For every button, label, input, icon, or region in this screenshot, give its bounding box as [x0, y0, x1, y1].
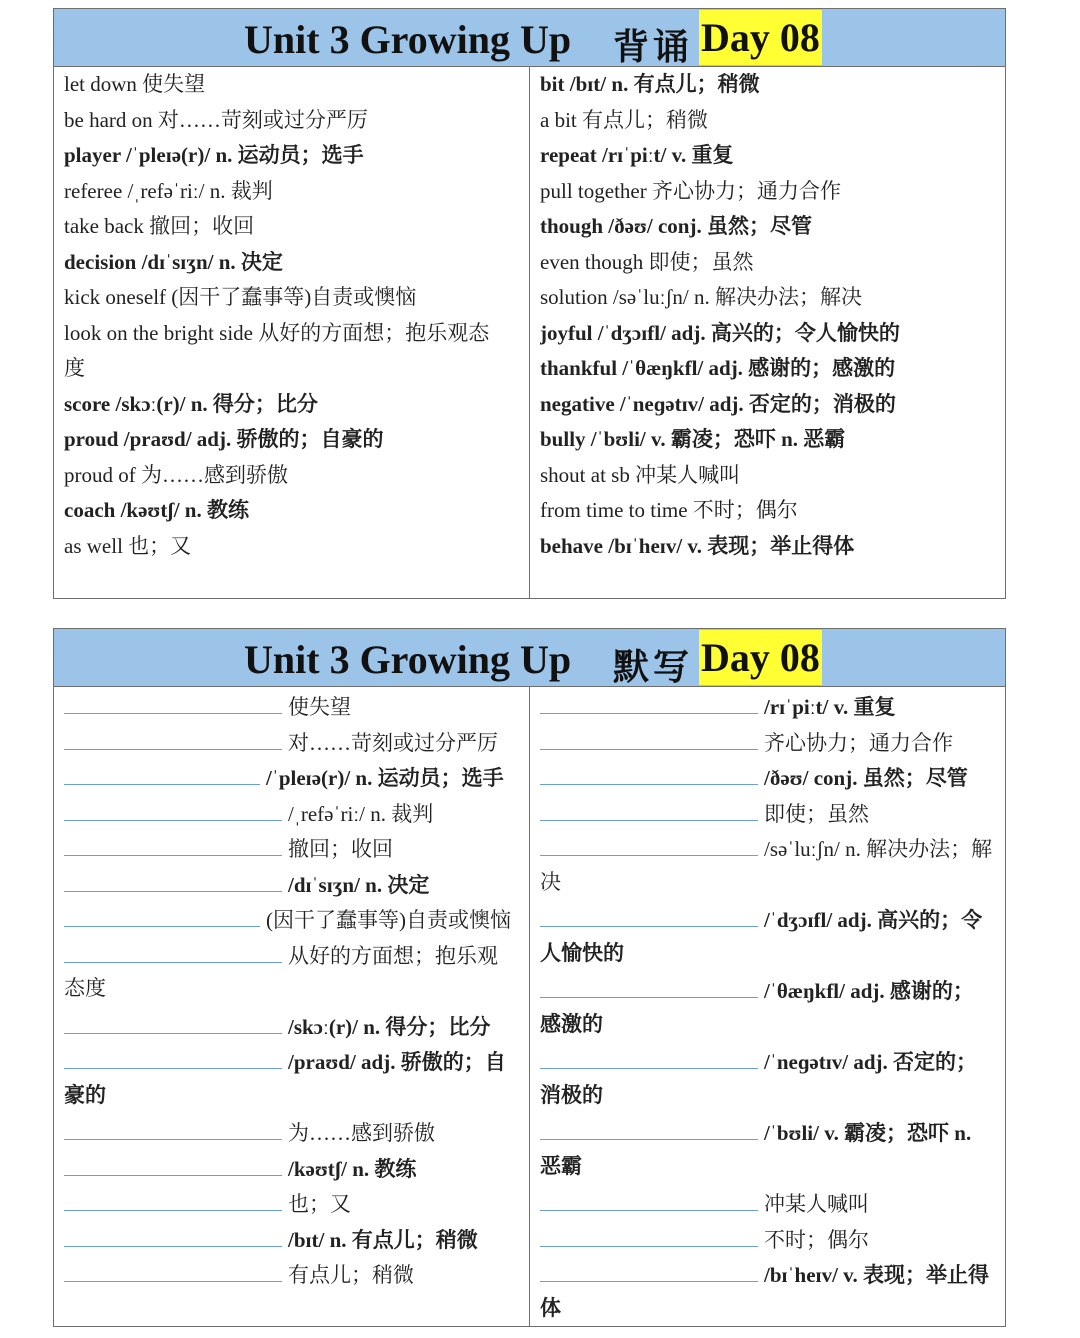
- answer-blank[interactable]: [64, 1255, 282, 1282]
- answer-blank[interactable]: [64, 687, 282, 714]
- dictation-row: [540, 1113, 1000, 1149]
- dictation-row: [540, 1042, 1000, 1078]
- dictation-prompt: 冲某人喊叫: [764, 1192, 869, 1216]
- dictation-prompt: 即使；虽然: [764, 801, 869, 826]
- vocab-entry: even though 即使；虽然: [540, 249, 754, 274]
- dictation-sheet: [53, 628, 1006, 1327]
- dictation-body: [54, 687, 1005, 1326]
- answer-blank[interactable]: [64, 1149, 282, 1176]
- dictation-row: [64, 723, 520, 759]
- recite-label: 背诵: [613, 26, 694, 68]
- dictation-prompt: /ˈpleɪə(r)/ n. 运动员；选手: [266, 766, 504, 790]
- dictation-row: [540, 971, 1000, 1007]
- vocab-entry: kick oneself (因干了蠢事等)自责或懊恼: [64, 285, 417, 309]
- answer-blank[interactable]: [540, 723, 758, 750]
- column-divider: [529, 687, 530, 1326]
- answer-blank[interactable]: [540, 971, 758, 998]
- vocab-entry: from time to time 不时；偶尔: [540, 498, 798, 522]
- answer-blank[interactable]: [540, 794, 758, 821]
- vocab-entry: proud of 为……感到骄傲: [64, 462, 288, 487]
- vocab-entry: player /ˈpleɪə(r)/ n. 运动员；选手: [64, 143, 364, 167]
- dictation-prompt: 有点儿；稍微: [288, 1263, 414, 1287]
- vocab-entry: shout at sb 冲某人喊叫: [540, 462, 741, 487]
- dictation-prompt-continued: 人愉快的: [540, 940, 624, 965]
- dictation-row: [64, 1184, 520, 1220]
- dictation-row: [64, 1149, 520, 1185]
- answer-blank[interactable]: [540, 1042, 758, 1069]
- dictation-title: Unit 3 Growing Up: [244, 637, 572, 682]
- vocab-entry: pull together 齐心协力；通力合作: [540, 178, 841, 203]
- vocab-entry: referee /ˌrefəˈriː/ n. 裁判: [64, 178, 273, 203]
- dictation-prompt-continued: 恶霸: [540, 1153, 582, 1178]
- answer-blank[interactable]: [64, 1007, 282, 1034]
- dictation-prompt: /skɔː(r)/ n. 得分；比分: [288, 1014, 491, 1039]
- vocab-entry: let down 使失望: [64, 72, 206, 96]
- vocab-entry: negative /ˈneɡətɪv/ adj. 否定的；消极的: [540, 391, 896, 416]
- answer-blank[interactable]: [540, 758, 758, 785]
- vocab-entry: proud /praʊd/ adj. 骄傲的；自豪的: [64, 427, 384, 451]
- recite-header: [54, 9, 1005, 67]
- vocab-entry: repeat /rɪˈpiːt/ v. 重复: [540, 143, 734, 167]
- dictation-prompt: /ðəʊ/ conj. 虽然；尽管: [764, 766, 968, 790]
- dictation-prompt-continued: 体: [540, 1295, 561, 1320]
- vocab-entry: bully /ˈbʊli/ v. 霸凌；恐吓 n. 恶霸: [540, 427, 846, 451]
- answer-blank[interactable]: [540, 829, 758, 856]
- recite-sheet: [53, 8, 1006, 599]
- answer-blank[interactable]: [540, 1184, 758, 1211]
- recite-title: Unit 3 Growing Up: [244, 17, 572, 62]
- answer-blank[interactable]: [64, 1220, 282, 1247]
- dictation-prompt: 从好的方面想；抱乐观: [288, 943, 498, 968]
- dictation-prompt: /səˈluːʃn/ n. 解决办法；解: [764, 837, 993, 861]
- dictation-row: [64, 1113, 520, 1149]
- vocab-entry: bit /bɪt/ n. 有点儿；稍微: [540, 72, 760, 96]
- vocab-entry: look on the bright side 从好的方面想；抱乐观态: [64, 320, 490, 345]
- dictation-prompt: /ˈdʒɔɪfl/ adj. 高兴的；令: [764, 908, 983, 932]
- vocab-entry: joyful /ˈdʒɔɪfl/ adj. 高兴的；令人愉快的: [540, 320, 900, 345]
- vocab-entry: decision /dɪˈsɪʒn/ n. 决定: [64, 249, 283, 274]
- dictation-prompt: /bɪˈheɪv/ v. 表现；举止得: [764, 1263, 990, 1287]
- dictation-row: [64, 829, 520, 865]
- recite-left-column: [64, 67, 520, 564]
- dictation-prompt: /kəʊtʃ/ n. 教练: [288, 1156, 417, 1181]
- dictation-row: [540, 1220, 1000, 1256]
- dictation-prompt-continued: 态度: [64, 976, 106, 1000]
- dictation-prompt: /ˈbʊli/ v. 霸凌；恐吓 n.: [764, 1121, 972, 1145]
- vocab-entry: a bit 有点儿；稍微: [540, 107, 708, 132]
- dictation-right-column: [540, 687, 1000, 1326]
- dictation-row: [540, 1255, 1000, 1291]
- answer-blank[interactable]: [540, 900, 758, 927]
- vocab-entry: as well 也；又: [64, 533, 192, 558]
- answer-blank[interactable]: [64, 900, 260, 927]
- dictation-left-column: [64, 687, 520, 1291]
- dictation-prompt: 对……苛刻或过分严厉: [288, 730, 498, 755]
- dictation-row: [64, 758, 520, 794]
- dictation-row: [64, 1220, 520, 1256]
- answer-blank[interactable]: [64, 1042, 282, 1069]
- dictation-prompt: /ˈneɡətɪv/ adj. 否定的；: [764, 1050, 978, 1074]
- dictation-prompt: 为……感到骄傲: [288, 1121, 435, 1145]
- answer-blank[interactable]: [64, 794, 282, 821]
- dictation-row: [64, 1042, 520, 1078]
- dictation-row: [64, 900, 520, 936]
- dictation-row: [540, 794, 1000, 830]
- dictation-row: [64, 794, 520, 830]
- dictation-row: [540, 900, 1000, 936]
- vocab-entry: solution /səˈluːʃn/ n. 解决办法；解决: [540, 285, 862, 309]
- answer-blank[interactable]: [64, 936, 282, 963]
- dictation-row: [540, 1184, 1000, 1220]
- dictation-row: [540, 758, 1000, 794]
- vocab-entry: though /ðəʊ/ conj. 虽然；尽管: [540, 214, 812, 238]
- vocab-entry-continued: 度: [64, 356, 85, 380]
- vocab-entry: score /skɔː(r)/ n. 得分；比分: [64, 391, 318, 416]
- dictation-prompt: /dɪˈsɪʒn/ n. 决定: [288, 872, 430, 897]
- answer-blank[interactable]: [540, 1220, 758, 1247]
- answer-blank[interactable]: [64, 1113, 282, 1140]
- dictation-row: [64, 1007, 520, 1043]
- dictation-row: [540, 829, 1000, 865]
- dictation-day-badge: Day 08: [699, 630, 822, 685]
- dictation-row: [64, 1255, 520, 1291]
- dictation-row: [540, 687, 1000, 723]
- column-divider: [529, 67, 530, 598]
- answer-blank[interactable]: [540, 1113, 758, 1140]
- dictation-prompt: 也；又: [288, 1192, 351, 1216]
- dictation-prompt: /ˈθæŋkfl/ adj. 感谢的；: [764, 979, 974, 1003]
- dictation-prompt: /praʊd/ adj. 骄傲的；自: [288, 1050, 506, 1074]
- dictation-header: [54, 629, 1005, 687]
- answer-blank[interactable]: [64, 758, 260, 785]
- dictation-row: [64, 936, 520, 972]
- dictation-row: [64, 865, 520, 901]
- vocab-entry: thankful /ˈθæŋkfl/ adj. 感谢的；感激的: [540, 356, 896, 380]
- vocab-entry: take back 撤回；收回: [64, 214, 255, 238]
- dictation-prompt: (因干了蠢事等)自责或懊恼: [266, 908, 511, 932]
- answer-blank[interactable]: [540, 1255, 758, 1282]
- dictation-prompt-continued: 决: [540, 869, 561, 894]
- dictation-label: 默写: [613, 646, 694, 688]
- dictation-prompt: 使失望: [288, 695, 351, 719]
- dictation-prompt-continued: 感激的: [540, 1011, 603, 1036]
- vocab-entry: coach /kəʊtʃ/ n. 教练: [64, 498, 249, 522]
- answer-blank[interactable]: [64, 723, 282, 750]
- dictation-row: [540, 723, 1000, 759]
- answer-blank[interactable]: [540, 687, 758, 714]
- vocab-entry: behave /bɪˈheɪv/ v. 表现；举止得体: [540, 533, 855, 558]
- recite-day-badge: Day 08: [699, 10, 822, 65]
- dictation-prompt: 齐心协力；通力合作: [764, 730, 953, 755]
- answer-blank[interactable]: [64, 829, 282, 856]
- answer-blank[interactable]: [64, 1184, 282, 1211]
- dictation-prompt-continued: 豪的: [64, 1082, 106, 1107]
- recite-right-column: [540, 67, 1000, 564]
- dictation-row: [64, 687, 520, 723]
- dictation-prompt-continued: 消极的: [540, 1082, 603, 1107]
- vocab-entry: be hard on 对……苛刻或过分严厉: [64, 107, 368, 132]
- dictation-prompt: /rɪˈpiːt/ v. 重复: [764, 695, 896, 719]
- recite-body: [54, 67, 1005, 598]
- dictation-prompt: /bɪt/ n. 有点儿；稍微: [288, 1227, 478, 1252]
- dictation-prompt: 不时；偶尔: [764, 1227, 869, 1252]
- dictation-prompt: 撤回；收回: [288, 837, 393, 861]
- answer-blank[interactable]: [64, 865, 282, 892]
- dictation-prompt: /ˌrefəˈriː/ n. 裁判: [288, 801, 434, 826]
